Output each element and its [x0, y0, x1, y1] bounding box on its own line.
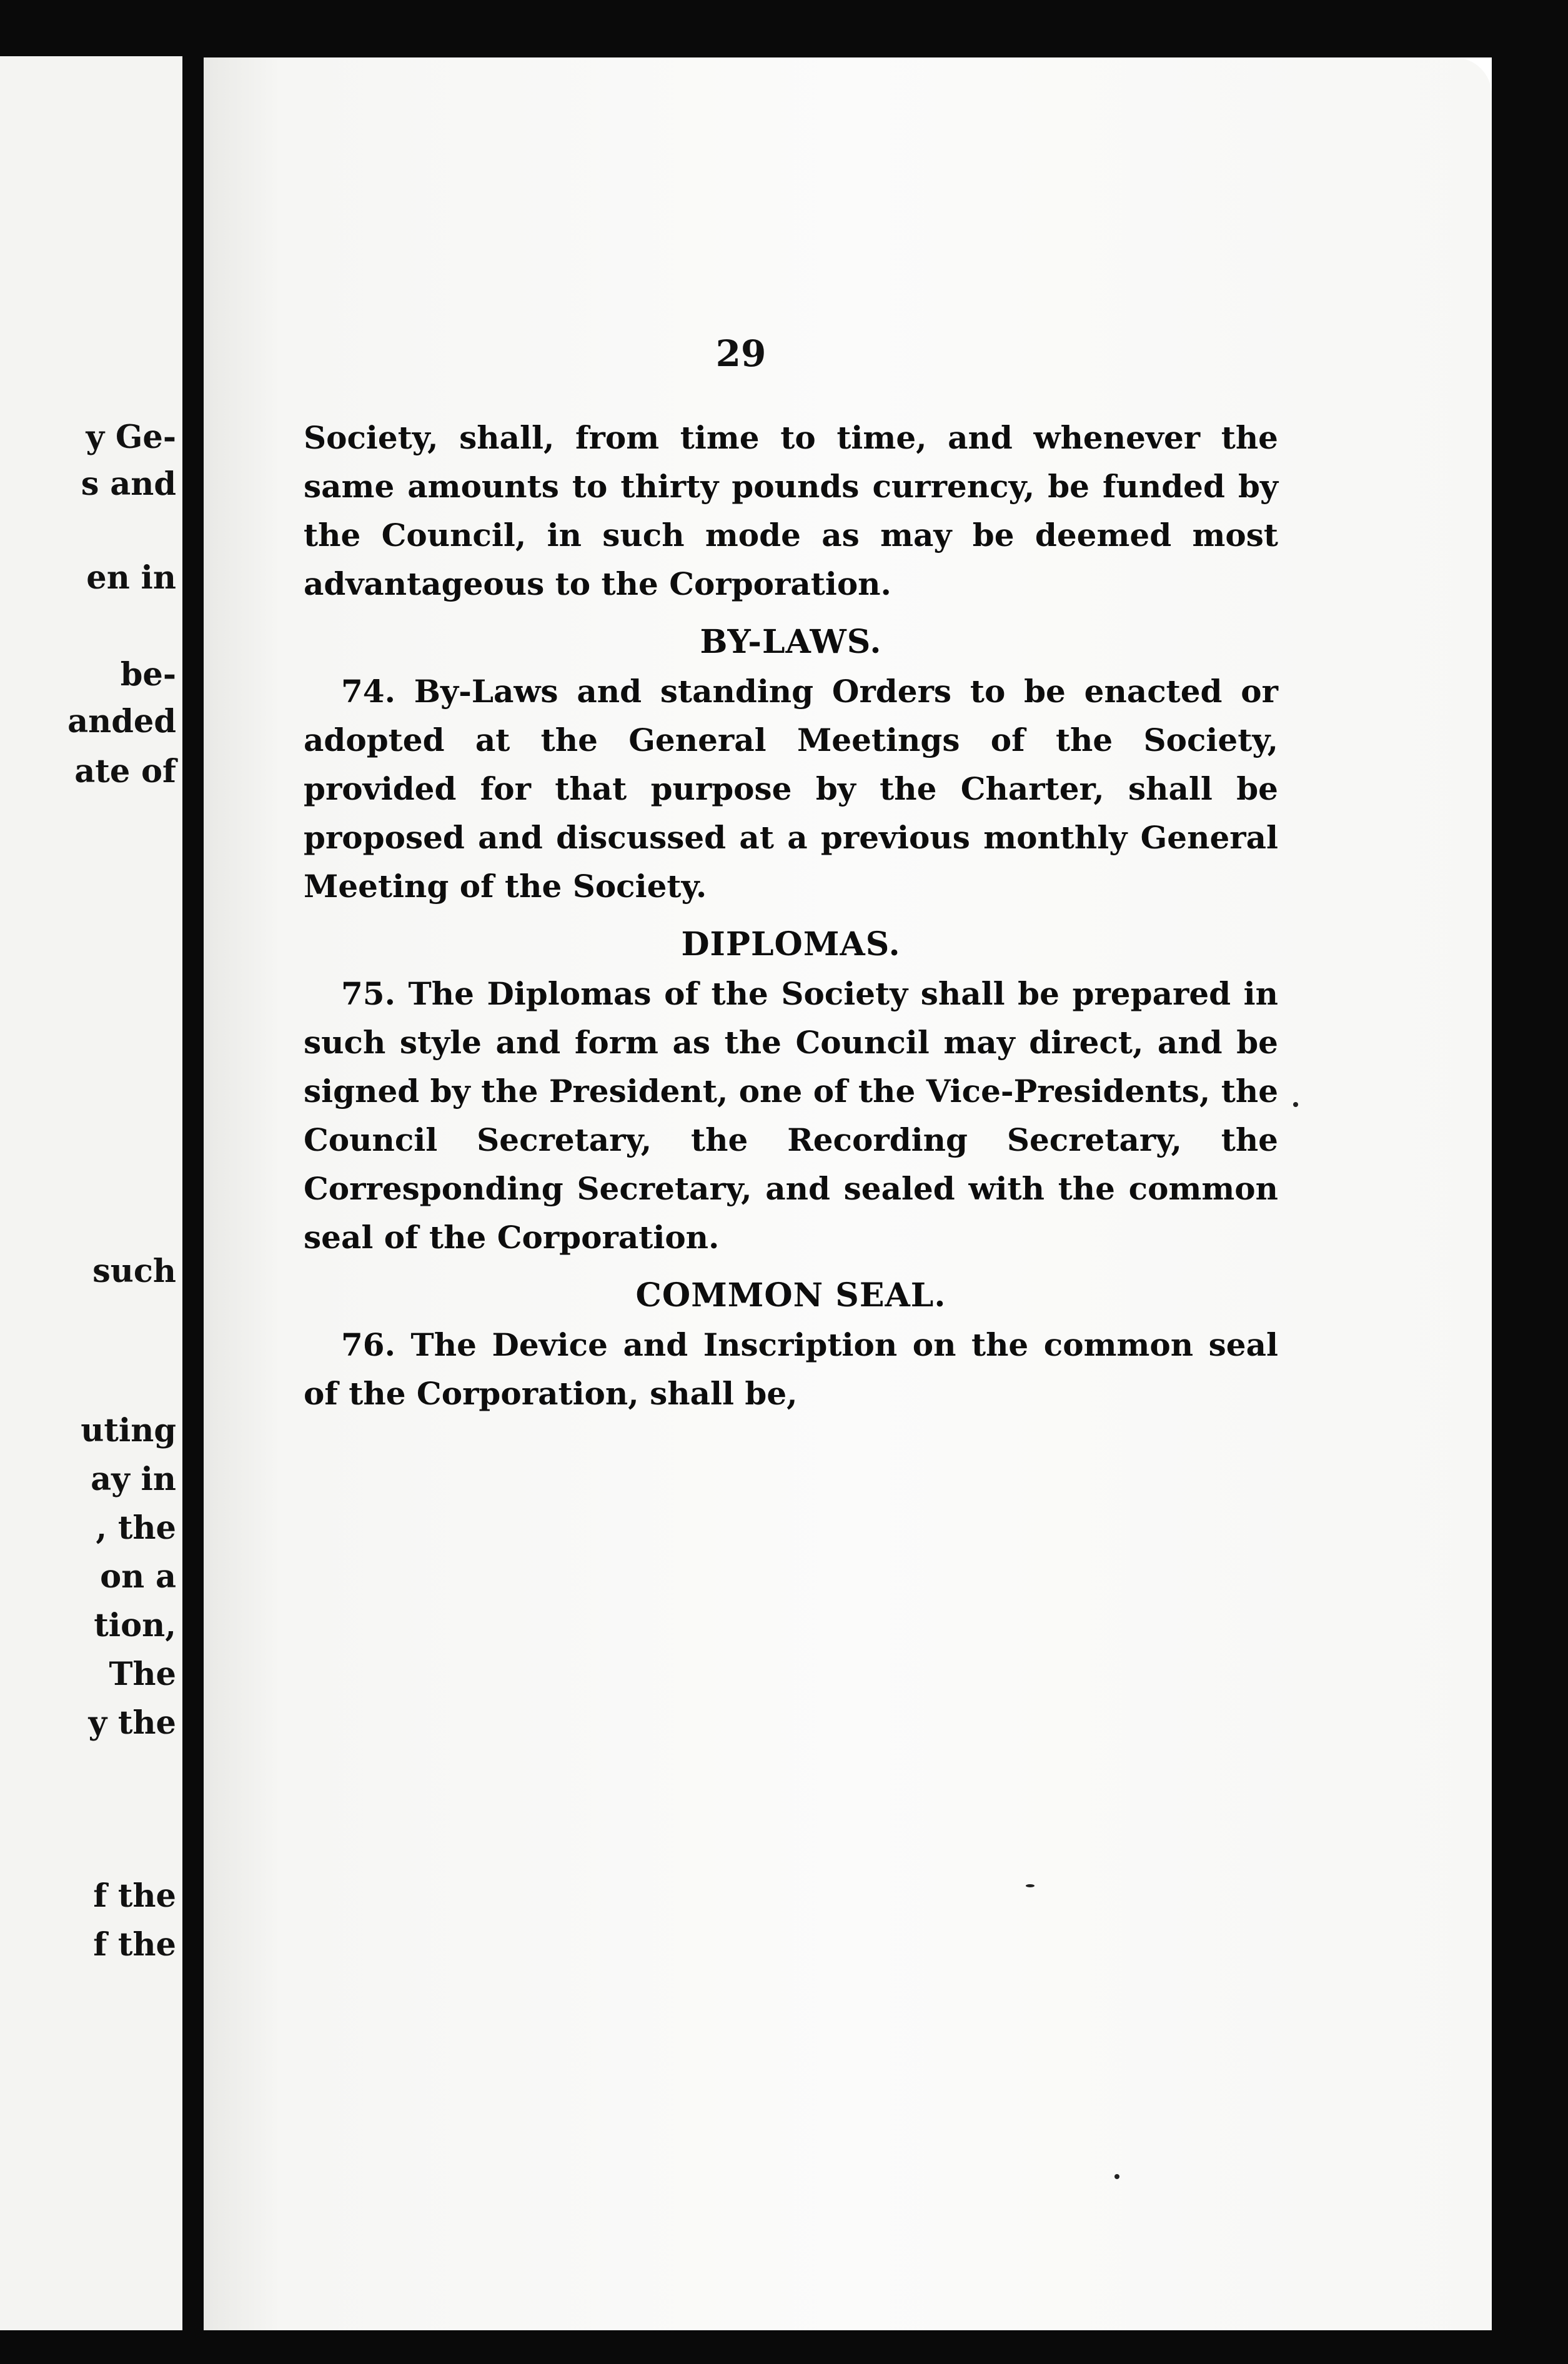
- section-heading-diplomas: DIPLOMAS.: [681, 925, 901, 963]
- stray-ink-mark: [1114, 2174, 1119, 2179]
- facing-page-line: y the: [88, 1704, 176, 1742]
- section-text-by-laws: 74. By-Laws and standing Orders to be enacted or adopted at the General Meetings of the Society, provided for that purpose by the Charter, shall be proposed and discussed at a previous monthly General Meeting of the Society.: [304, 673, 1278, 905]
- scan-border-right: [1492, 0, 1568, 2364]
- facing-page-line: , the: [96, 1509, 176, 1547]
- stray-ink-mark: [1026, 1884, 1035, 1887]
- stray-ink-mark: [1293, 1102, 1298, 1107]
- facing-page-line: anded: [67, 703, 176, 740]
- section-heading-by-laws: BY-LAWS.: [700, 623, 882, 661]
- facing-page-line: f the: [93, 1877, 176, 1915]
- facing-page-line: en in: [86, 559, 176, 597]
- page-number: 29: [715, 332, 767, 375]
- facing-page-fragment: [0, 56, 182, 2364]
- section-text-diplomas: 75. The Diplomas of the Society shall be prepared in such style and form as the Council may direct, and be signed by the President, one of the Vice-Presidents, the Council Secretary, the Recording Secretary, the Corresponding Secretary, and sealed with the common seal of the Corporation.: [304, 975, 1278, 1256]
- facing-page-line: ate of: [74, 753, 176, 790]
- facing-page-line: s and: [81, 465, 176, 503]
- page-body: [304, 414, 1278, 1418]
- facing-page-line: tion,: [94, 1607, 176, 1644]
- facing-page-line: ay in: [91, 1461, 176, 1498]
- document-page: [204, 57, 1492, 2330]
- scan-border-bottom: [0, 2330, 1568, 2364]
- facing-page-line: such: [92, 1253, 176, 1290]
- book-spine-gutter: [182, 0, 204, 2364]
- facing-page-line: on a: [100, 1558, 176, 1596]
- section-heading-common-seal: COMMON SEAL.: [635, 1276, 946, 1314]
- facing-page-line: y Ge-: [86, 419, 176, 456]
- section-text-common-seal: 76. The Device and Inscription on the common seal of the Corporation, shall be,: [304, 1326, 1278, 1412]
- facing-page-line: f the: [93, 1926, 176, 1964]
- continuation-paragraph: Society, shall, from time to time, and whenever the same amounts to thirty pounds currency, be funded by the Council, in such mode as may be deemed most advantageous to the Corporation.: [304, 419, 1278, 602]
- facing-page-line: be-: [120, 656, 176, 693]
- facing-page-line: uting: [81, 1412, 176, 1449]
- scan-border-top: [0, 0, 1568, 57]
- facing-page-line: The: [109, 1656, 176, 1693]
